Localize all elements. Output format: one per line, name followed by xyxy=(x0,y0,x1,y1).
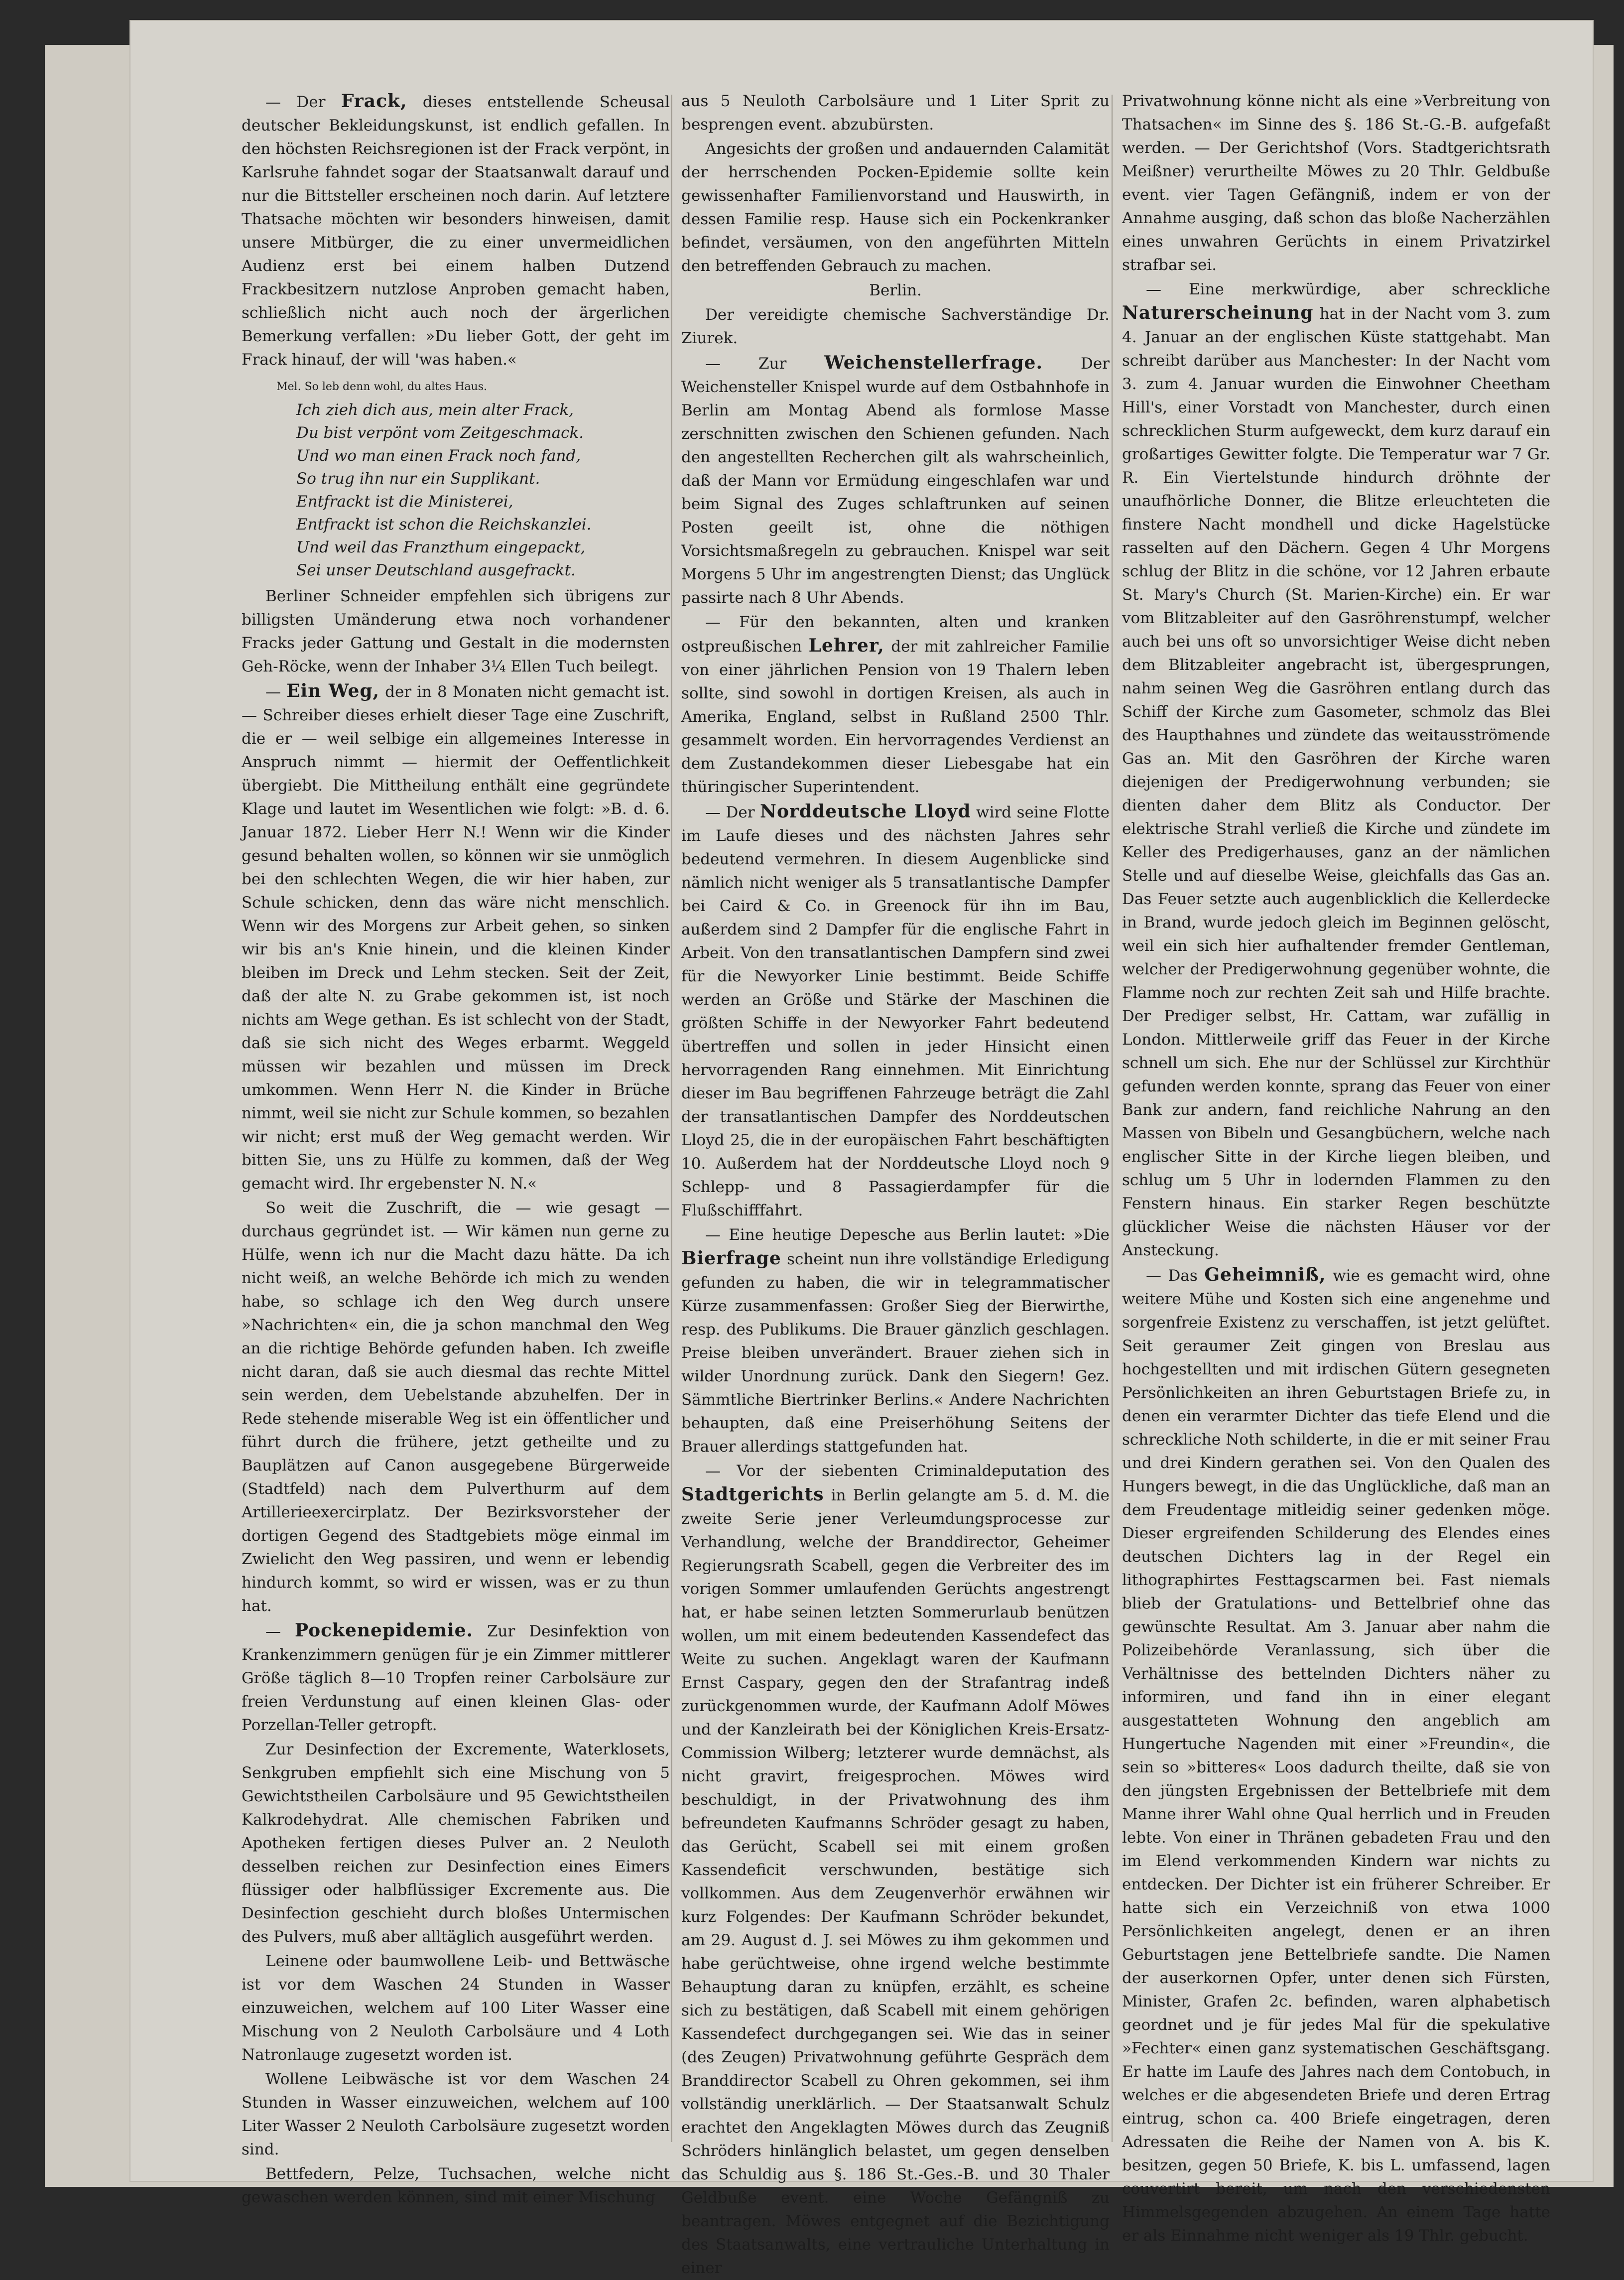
dateline xyxy=(681,279,1110,302)
newspaper-page xyxy=(129,20,1594,2277)
article-text: Der vereidigte chemische Sachverständige Dr. Ziurek. xyxy=(681,306,1110,347)
column-2 xyxy=(681,90,1110,2277)
article-text: wird seine Flotte im Laufe dieses und des nächsten Jahres sehr bedeutend vermehren. In diesem Augenblicke sind nämlich nicht weniger als 5 transatlantische Dampfer bei Caird & Co. in Greenock für ihn im Bau, außerdem sind 2 Dampfer für die englische Fahrt in Arbeit. Von den transatlantischen Dampfern sind zwei für die Newyorker Linie bestimmt. Beide Schiffe werden an Größe und Stärke der Maschinen die größten Schiffe in der Newyorker Fahrt bedeutend übertreffen und sollen in jeder Hinsicht einen hervorragenden Rang einnehmen. Mit Einrichtung dieser im Bau begriffenen Fahrzeuge beträgt die Zahl der transatlantischen Dampfer des Norddeutschen Lloyd 25, die in der europäischen Fahrt beschäftigten 10. Außerdem hat der Norddeutsche Lloyd noch 9 Schlepp- und 8 Passagierdampfer für die Flußschifffahrt. xyxy=(681,804,1110,1219)
article-paragraph xyxy=(681,800,1110,1222)
article-paragraph xyxy=(1122,90,1550,277)
article-text: Leinene oder baumwollene Leib- und Bettwäsche ist vor dem Waschen 24 Stunden in Wasser einzuweichen, welchem auf 100 Liter Wasser eine Mischung von 2 Neuloth Carbolsäure und 4 Loth Natronlauge zugesetzt worden ist. xyxy=(242,1952,670,2064)
article-text: scheint nun ihre vollständige Erledigung gefunden zu haben, die wir in telegrammatischer Kürze zusammenfassen: Großer Sieg der Bierwirthe, resp. des Publikums. Die Brauer gänzlich geschlagen. Preise bleiben unverändert. Brauer ziehen sich in wilder Unordnung zurück. Dank den Siegern! Gez. Sämmtliche Biertrinker Berlins.« Andere Nachrichten behaupten, daß eine Preiserhöhung Seitens der Brauer allerdings stattgefunden hat. xyxy=(681,1250,1110,1456)
article-lead: — xyxy=(265,1622,295,1640)
article-text: dieses entstellende Scheusal deutscher Bekleidungskunst, ist endlich gefallen. In den höchsten Reichsregionen ist der Frack verpönt, in Karlsruhe fahndet sogar der Staatsanwalt darauf und nur die Bittsteller erscheinen noch darin. Auf letztere Thatsache möchten wir besonders hinweisen, damit unsere Mitbürger, die zu einer unvermeidlichen Audienz erst bei einem halben Dutzend Frackbesitzern nutzlose Anproben gemacht haben, schließlich nicht auch noch der ärgerlichen Bemerkung verfallen: »Du lieber Gott, der geht im Frack hinauf, der will 'was haben.« xyxy=(242,93,670,369)
article-lead: — Für den bekannten, alten und kranken ostpreußischen xyxy=(681,613,1110,656)
article-text: der mit zahlreicher Familie von einer jährlichen Pension von 19 Thalern leben sollte, sind sowohl in dortigen Kreisen, als auch in Amerika, England, selbst in Rußland 2500 Thlr. gesammelt worden. Ein hervorragendes Verdienst an dem Zustandekommen dieser Liebesgabe hat ein thüringischer Superintendent. xyxy=(681,638,1110,796)
article-paragraph xyxy=(242,90,670,372)
article-text: Angesichts der großen und andauernden Calamität der herrschenden Pocken-Epidemie sollte kein gewissenhafter Familienvorstand und Hauswirth, in dessen Familie resp. Hause sich ein Pockenkranker befindet, versäumen, von den angeführten Mitteln den betreffenden Gebrauch zu machen. xyxy=(681,140,1110,275)
article-lead: — Vor der siebenten Criminaldeputation des xyxy=(705,1462,1110,1480)
poem-line: Und wo man einen Frack noch fand, xyxy=(296,447,581,465)
article-paragraph xyxy=(1122,278,1550,1262)
column-rule xyxy=(1112,95,1113,2142)
article-paragraph xyxy=(681,1223,1110,1459)
article-keyword: Pockenepidemie. xyxy=(294,1620,474,1641)
article-text: Zur Desinfection der Excremente, Waterklosets, Senkgruben empfiehlt sich eine Mischung von 5 Gewichtstheilen Carbolsäure und 95 Gewichtstheilen Kalkrodehydrat. Alle chemischen Fabriken und Apotheken fertigen dieses Pulver an. 2 Neuloth desselben reichen zur Desinfection eines Eimers flüssiger oder halbflüssiger Excremente aus. Die Desinfection geschieht durch bloßes Untermischen des Pulvers, muß aber alltäglich ausgeführt werden. xyxy=(242,1741,670,1946)
article-keyword: Frack, xyxy=(341,91,407,112)
article-lead: — Das xyxy=(1146,1267,1205,1285)
article-paragraph xyxy=(242,2162,670,2209)
article-text: aus 5 Neuloth Carbolsäure und 1 Liter Sprit zu besprengen event. abzubürsten. xyxy=(681,92,1110,134)
article-paragraph xyxy=(242,2068,670,2161)
article-lead: — Eine heutige Depesche aus Berlin lautet: »Die xyxy=(705,1226,1110,1244)
article-lead: — xyxy=(265,683,287,701)
article-lead: — Zur xyxy=(705,355,825,373)
article-keyword: Naturerscheinung xyxy=(1122,302,1314,323)
article-text: Privatwohnung könne nicht als eine »Verbreitung von Thatsachen« im Sinne des §. 186 St.-G.-B. aufgefaßt werden. — Der Gerichtshof (Vors. Stadtgerichtsrath Meißner) verurtheilte Möwes zu 20 Thlr. Geldbuße event. vier Tagen Gefängniß, indem er von der Annahme ausging, daß schon das bloße Nacherzählen eines unwahren Gerüchts in einem Privatzirkel strafbar sei. xyxy=(1122,92,1550,274)
poem-line: Entfrackt ist die Ministerei, xyxy=(296,493,513,511)
poem-line: Sei unser Deutschland ausgefrackt. xyxy=(296,561,576,579)
article-keyword: Geheimniß, xyxy=(1204,1264,1326,1285)
article-keyword: Stadtgerichts xyxy=(681,1484,824,1505)
poem-line: Und weil das Franzthum eingepackt, xyxy=(296,538,586,556)
article-keyword: Weichenstellerfrage. xyxy=(824,352,1043,373)
article-keyword: Ein Weg, xyxy=(286,680,380,701)
article-text: hat in der Nacht vom 3. zum 4. Januar an der englischen Küste stattgehabt. Man schreibt darüber aus Manchester: In der Nacht vom 3. zum 4. Januar wurden die Einwohner Cheetham Hill's, einer Vorstadt von Manchester, durch einen schrecklichen Sturm aufgeweckt, dem kurz darauf ein großartiges Gewitter folgte. Die Temperatur war 7 Gr. R. Ein Viertelstunde hindurch dröhnte der unaufhörliche Donner, die Blitze erleuchteten die finstere Nacht mondhell und dicke Hagelstücke rasselten auf den Dächern. Gegen 4 Uhr Morgens schlug der Blitz in die schöne, vor 12 Jahren erbaute St. Mary's Church (St. Marien-Kirche) ein. Er war vom Blitzableiter auf den Gasröhrenstumpf, welcher auch bei uns oft so unvorsichtiger Weise dicht neben dem Blitzableiter angebracht ist, übergesprungen, nahm seinen Weg die Gasröhren entlang durch das Schiff der Kirche zum Gasometer, schmolz das Blei des Haupthahnes und zündete das weitausströmende Gas an. Mit den Gasröhren der Kirche waren diejenigen der Predigerwohnung verbunden; sie dienten daher dem Blitz als Conductor. Der elektrische Strahl verließ die Kirche und zündete im Keller des Predigerhauses, ganz an der nämlichen Stelle und auf dieselbe Weise, gleichfalls das Gas an. Das Feuer setzte auch augenblicklich die Kellerdecke in Brand, wurde jedoch gleich im Beginnen gelöscht, weil ein sich hier aufhaltender fremder Gentleman, welcher der Predigerwohnung gegenüber wohnte, die Flamme noch zur rechten Zeit sah und Hilfe brachte. Der Prediger selbst, Hr. Cattam, war zufällig in London. Mittlerweile griff das Feuer in der Kirche schnell um sich. Ehe nur der Schlüssel zur Kirchthür gefunden werden konnte, sprang das Feuer von einer Bank zur andern, fand reichliche Nahrung an den Massen von Bibeln und Gesangbüchern, welche nach englischer Sitte in der Kirche liegen bleiben, und schlug um 5 Uhr in lodernden Flammen zu den Fenstern hinaus. Ein starker Regen beschützte glücklicher Weise die nächsten Häuser vor der Ansteckung. xyxy=(1122,305,1550,1259)
article-paragraph xyxy=(242,1950,670,2067)
article-text: der in 8 Monaten nicht gemacht ist. — Schreiber dieses erhielt dieser Tage eine Zuschrift, die er — weil selbige ein allgemeines Interesse in Anspruch nimmt — hiermit der Oeffentlichkeit übergiebt. Die Mittheilung enthält eine gegründete Klage und lautet im Wesentlichen wie folgt: »B. d. 6. Januar 1872. Lieber Herr N.! Wenn wir die Kinder gesund behalten wollen, so können wir sie unmöglich bei den schlechten Wegen, die wir hier haben, zur Schule schicken, denn das wäre nicht menschlich. Wenn wir des Morgens zur Arbeit gehen, so sinken wir bis an's Knie hinein, und die kleinen Kinder bleiben im Dreck und Lehm stecken. Seit der Zeit, daß der alte N. zu Grabe gekommen ist, ist noch nichts am Wege gethan. Es ist schlecht von der Stadt, daß sie sich nicht des Weges erbarmt. Weggeld müssen wir bezahlen und müssen im Dreck umkommen. Wenn Herr N. die Kinder in Brüche nimmt, weil sie nicht zur Schule kommen, so bezahlen wir nicht; erst muß der Weg gemacht werden. Wir bitten Sie, uns zu Hülfe zu kommen, daß der Weg gemacht wird. Ihr ergebenster N. N.« xyxy=(242,683,670,1193)
article-text: in Berlin gelangte am 5. d. M. die zweite Serie jener Verleumdungsprocesse zur Verhandlung, welche der Branddirector, Geheimer Regierungsrath Scabell, gegen die Verbreiter des im vorigen Sommer umlaufenden Gerüchts angestrengt hat, er habe seinen letzten Sommerurlaub benützen wollen, um mit einem bedeutenden Kassendefect das Weite zu suchen. Angeklagt waren der Kaufmann Ernst Caspary, gegen den der Strafantrag indeß zurückgenommen wurde, der Kaufmann Adolf Möwes und der Kanzleirath bei der Königlichen Kreis-Ersatz-Commission Wilberg; letzterer wurde demnächst, als nicht gravirt, freigesprochen. Möwes wird beschuldigt, in der Privatwohnung des ihm befreundeten Kaufmanns Schröder gesagt zu haben, das Gerücht, Scabell sei mit einem großen Kassendeficit verschwunden, bestätige sich vollkommen. Aus dem Zeugenverhör erwähnen wir kurz Folgendes: Der Kaufmann Schröder bekundet, am 29. August d. J. sei Möwes zu ihm gekommen und habe gerüchtweise, ohne irgend welche bestimmte Behauptung daran zu knüpfen, erzählt, es scheine sich zu bestätigen, daß Scabell mit einem gehörigen Kassendefect durchgegangen sei. Wie das in seiner (des Zeugen) Privatwohnung geführte Gespräch dem Branddirector Scabell zu Ohren gekommen, sei ihm vollständig unerklärlich. — Der Staatsanwalt Schulz erachtet den Angeklagten Möwes durch das Zeugniß Schröders hinlänglich belastet, um gegen denselben das Schuldig aus §. 186 St.-Ges.-B. und 30 Thaler Geldbuße event. eine Woche Gefängniß zu beantragen. Möwes entgegnet auf die Bezichtigung des Staatsanwalts, eine vertrauliche Unterhaltung in einer xyxy=(681,1486,1110,2277)
article-paragraph xyxy=(242,1619,670,1737)
poem-line: Du bist verpönt vom Zeitgeschmack. xyxy=(296,424,584,442)
dateline-text: Berlin. xyxy=(869,281,922,299)
article-text: Berliner Schneider empfehlen sich übrigens zur billigsten Umänderung etwa noch vorhandener Fracks jeder Gattung und Gestalt in die modernsten Geh-Röcke, wenn der Inhaber 3¼ Ellen Tuch beilegt. xyxy=(242,587,670,675)
article-text: Bettfedern, Pelze, Tuchsachen, welche nicht gewaschen werden können, sind mit einer Mischung xyxy=(242,2165,670,2206)
poem-line: Ich zieh dich aus, mein alter Frack, xyxy=(296,401,574,419)
article-lead: — Eine merkwürdige, aber schreckliche xyxy=(1146,280,1550,298)
article-paragraph xyxy=(681,303,1110,350)
article-lead: — Der xyxy=(705,804,760,821)
poem-tune-note: Mel. So leb denn wohl, du altes Haus. xyxy=(276,381,488,393)
article-paragraph xyxy=(681,611,1110,799)
article-keyword: Lehrer, xyxy=(808,635,884,656)
article-paragraph xyxy=(681,137,1110,278)
article-lead: — Der xyxy=(265,93,341,111)
poem-line: Entfrackt ist schon die Reichskanzlei. xyxy=(296,516,592,534)
article-paragraph xyxy=(681,351,1110,610)
column-1 xyxy=(242,90,670,2206)
article-paragraph xyxy=(242,585,670,678)
poem-line: So trug ihn nur ein Supplikant. xyxy=(296,470,540,488)
article-text: Zur Desinfektion von Krankenzimmern genügen für je ein Zimmer mittlerer Größe täglich 8—10 Tropfen reiner Carbolsäure zur freien Verdunstung auf einen kleinen Glas- oder Porzellan-Teller getropft. xyxy=(242,1622,670,1734)
article-paragraph xyxy=(681,90,1110,136)
article-keyword: Bierfrage xyxy=(681,1248,781,1269)
column-rule xyxy=(671,95,672,2142)
article-paragraph xyxy=(242,1738,670,1949)
column-3 xyxy=(1122,90,1551,2245)
article-paragraph xyxy=(1122,1263,1550,2248)
article-paragraph xyxy=(681,1460,1110,2280)
poem xyxy=(276,374,670,582)
article-text: wie es gemacht wird, ohne weitere Mühe und Kosten sich eine angenehme und sorgenfreie Existenz zu verschaffen, ist jetzt gelüftet. Seit geraumer Zeit gingen von Breslau aus hochgestellten und mit irdischen Gütern gesegneten Persönlichkeiten an ihren Geburtstagen Briefe zu, in denen ein verarmter Dichter das tiefe Elend und die schreckliche Noth schilderte, in die er mit seiner Frau und drei Kindern gerathen sei. Von den Qualen des Hungers bewegt, in die das Unglückliche, daß man an dem Freudentage mitleidig seiner gedenken möge. Dieser ergreifenden Schilderung des Elendes eines deutschen Dichters lag in der Regel ein lithographirtes Festtagscarmen bei. Fast niemals blieb der Gratulations- und Bettelbrief ohne das gewünschte Resultat. Am 3. Januar aber nahm die Polizeibehörde Veranlassung, sich über die Verhältnisse des bettelnden Dichters näher zu informiren, und fand ihn in einer elegant ausgestatteten Wohnung den angeblich am Hungertuche Nagenden mit einer »Freundin«, die sein so »bitteres« Loos dadurch theilte, daß sie von den jüngsten Ergebnissen der Bettelbriefe mit dem Manne ihrer Wahl ohne Qual herrlich und in Freuden lebte. Von einer in Thränen gebadeten Frau und den im Elend verkommenden Kindern war nichts zu entdecken. Der Dichter ist ein früherer Schreiber. Er hatte sich ein Verzeichniß von etwa 1000 Persönlichkeiten angelegt, denen er an ihren Geburtstagen jene Bettelbriefe sandte. Die Namen der auserkornen Opfer, unter denen sich Fürsten, Minister, Grafen 2c. befinden, waren alphabetisch geordnet und je für jedes Mal für die spekulative »Fechter« einen ganz systematischen Geschäftsgang. Er hatte im Laufe des Jahres nach dem Contobuch, in welches er die abgesendeten Briefe und deren Ertrag eintrug, schon ca. 400 Briefe eingetragen, deren Adressaten die Reihe der Namen von A. bis K. besitzen, gegen 50 Briefe, K. bis L. umfassend, lagen couvertirt bereit, um nach den verschiedensten Himmelsgegenden abzugehen. An einem Tage hatte er als Einnahme nicht weniger als 19 Thlr. gebucht. xyxy=(1122,1267,1551,2245)
article-paragraph xyxy=(242,1197,670,1618)
article-text: Wollene Leibwäsche ist vor dem Waschen 24 Stunden in Wasser einzuweichen, welchem auf 100 Liter Wasser 2 Neuloth Carbolsäure zugesetzt worden sind. xyxy=(242,2070,670,2158)
article-keyword: Norddeutsche Lloyd xyxy=(760,801,971,822)
article-text: So weit die Zuschrift, die — wie gesagt — durchaus gegründet ist. — Wir kämen nun gerne zu Hülfe, wenn ich nur die Macht dazu hätte. Da ich nicht weiß, an welche Behörde ich mich zu wenden habe, so schlage ich den Weg durch unsere »Nachrichten« ein, die ja schon manchmal den Weg an die richtige Behörde gefunden haben. Ich zweifle nicht daran, daß sie auch diesmal das rechte Mittel sein werden, dem Uebelstande abzuhelfen. Der in Rede stehende miserable Weg ist ein öffentlicher und führt durch die frühere, jetzt getheilte und zu Bauplätzen auf Canon ausgegebene Bürgerweide (Stadtfeld) nach dem Pulverthurm auf dem Artillerieexercirplatz. Der Bezirksvorsteher der dortigen Gegend des Stadtgebiets möge einmal im Zwielicht den Weg passiren, und wenn er lebendig hindurch kommt, so wird er wissen, was er zu thun hat. xyxy=(242,1199,670,1615)
article-text: Der Weichensteller Knispel wurde auf dem Ostbahnhofe in Berlin am Montag Abend als formlose Masse zerschnitten zwischen den Schienen gefunden. Nach den angestellten Recherchen gilt als wahrscheinlich, daß der Mann vor Ermüdung eingeschlafen war und beim Signal des Zuges schlaftrunken auf seinen Posten geeilt ist, ohne die nöthigen Vorsichtsmaßregeln zu gebrauchen. Knispel war seit Morgens 5 Uhr im angestrengten Dienst; das Unglück passirte nach 8 Uhr Abends. xyxy=(681,355,1110,607)
article-paragraph xyxy=(242,679,670,1196)
